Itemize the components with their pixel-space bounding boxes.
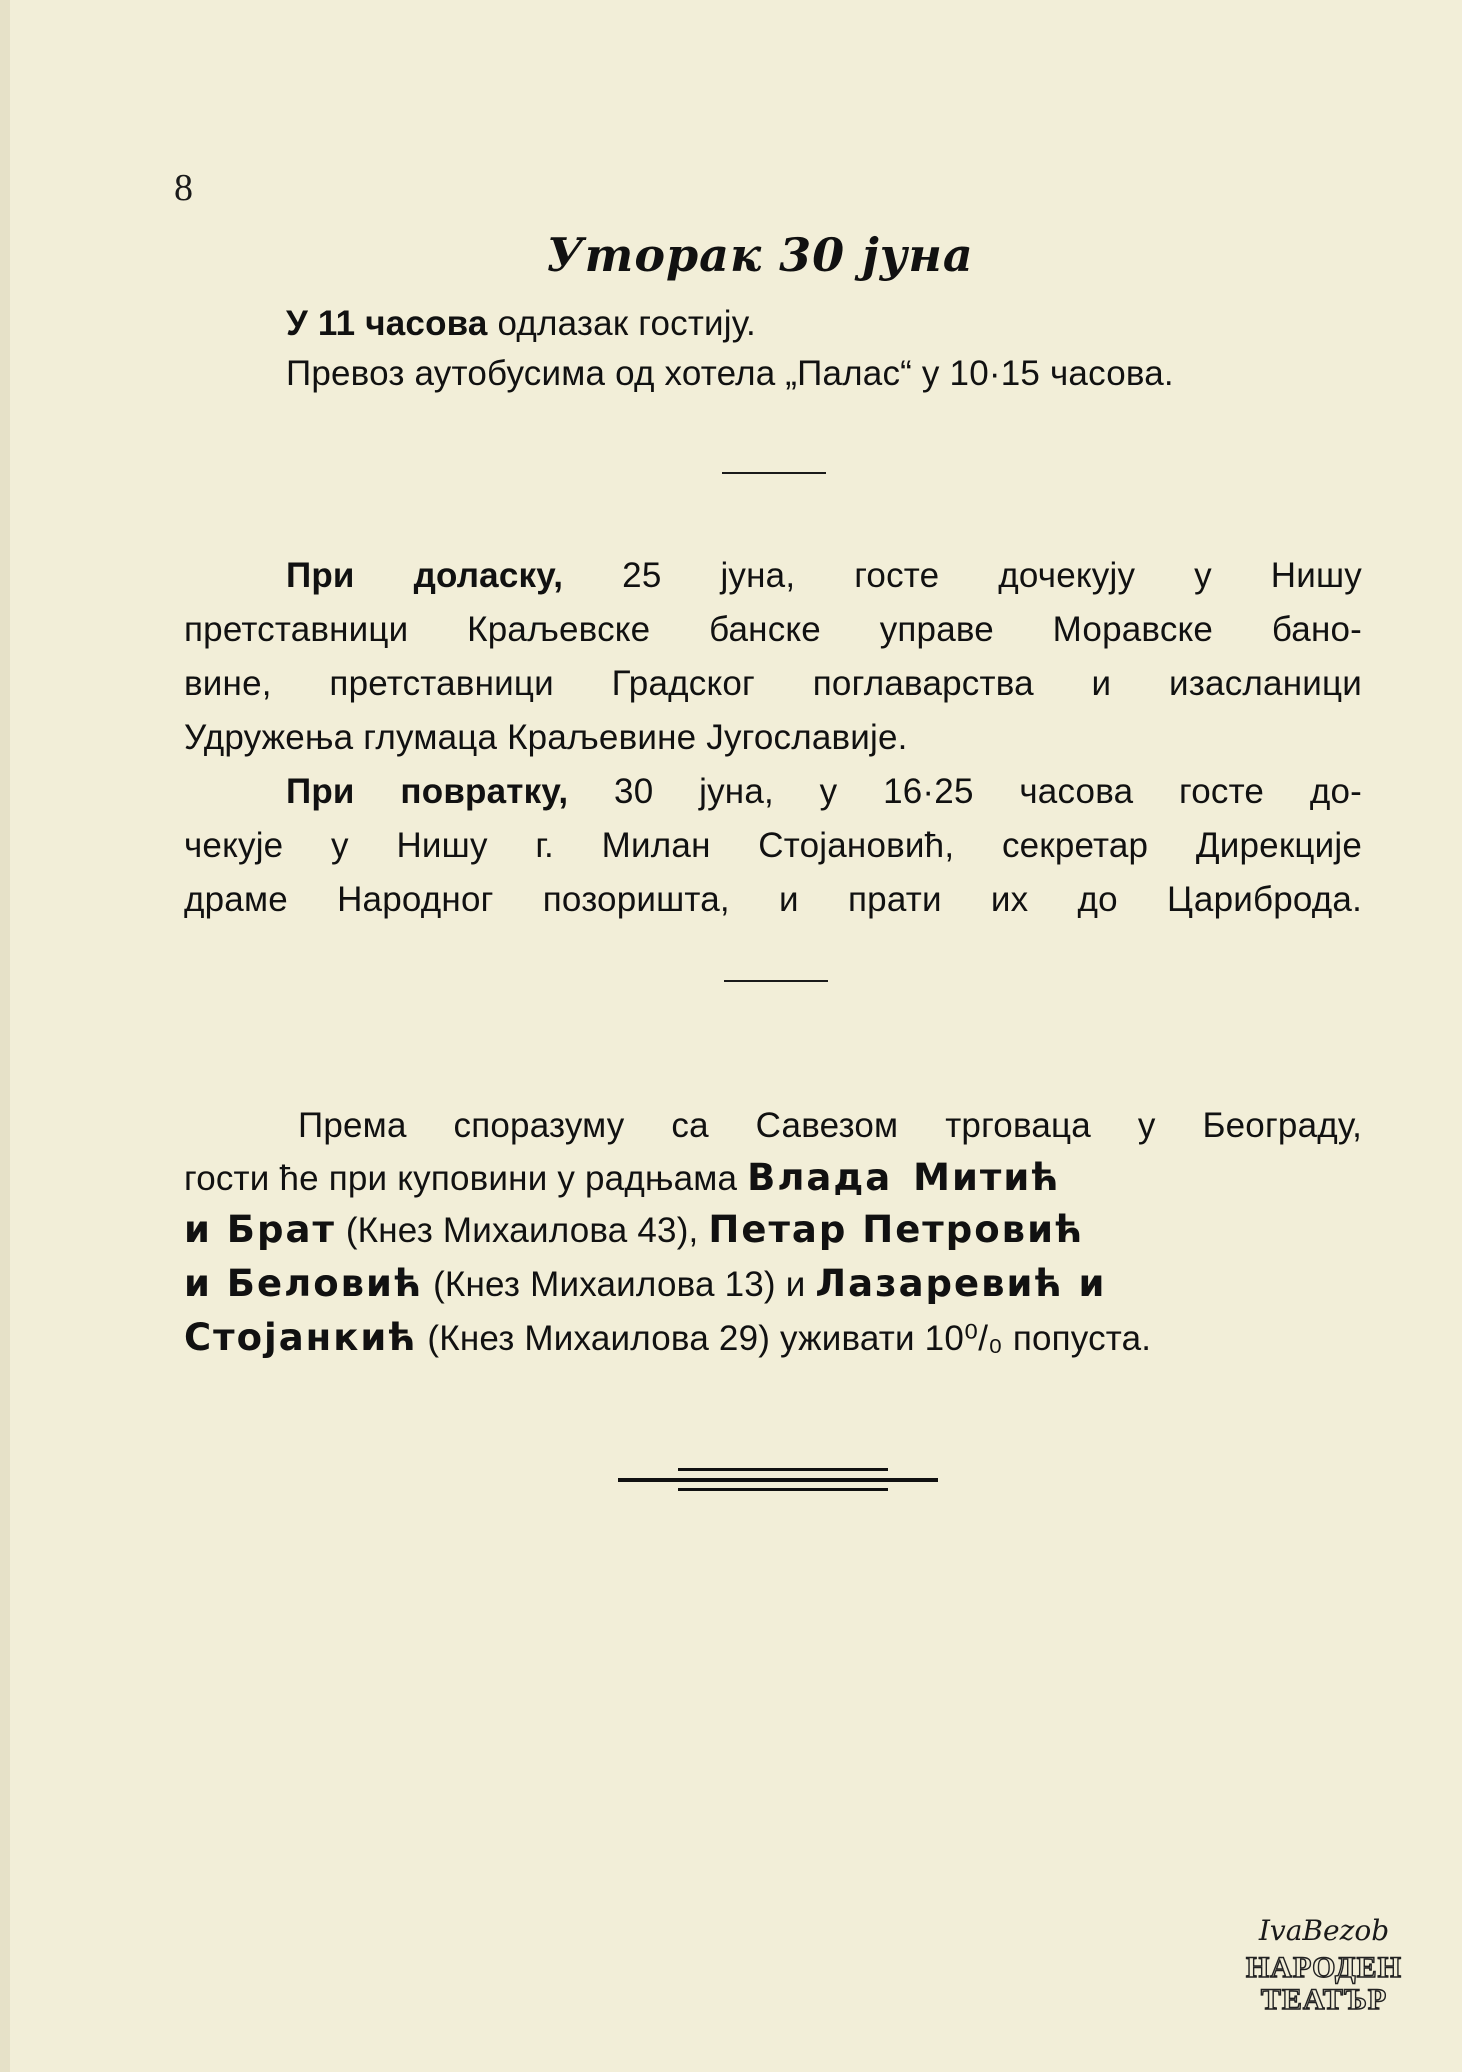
stamp-signature: IvaBezob [1258,1914,1390,1947]
shop-address: (Кнез Михаилова 43), [335,1211,709,1250]
return-line-2: чекује у Нишу г. Милан Стојановић, секретар Дирекције [184,826,1362,865]
discount-line-2: гости ће при куповини у радњама Влада Митић [184,1156,1061,1199]
stamp-line-1: НАРОДЕН [1246,1951,1402,1984]
discount-line-5 [184,1316,1151,1361]
arrival-line-1: При доласку, 25 јуна, госте дочекују у Нишу [286,556,1362,595]
return-label: При повратку, [286,772,569,811]
departure-text: одлазак гостију. [487,304,756,343]
arrival-label: При доласку, [286,556,564,595]
return-line-3: драме Народног позоришта, и прати их до Цариброда. [184,880,1362,919]
shop-name: Стојанкић [184,1316,418,1359]
stamp-line-2: ТЕАТЪР [1260,1983,1388,2016]
shop-name: Влада Митић [747,1156,1061,1199]
discount-line-4 [184,1262,1106,1307]
library-stamp [1238,1914,1410,2024]
discount-line-1: Према споразуму са Савезом трговаца у Београду, [298,1106,1362,1145]
shop-name: и Беловић [184,1262,424,1305]
arrival-line-2: претставници Краљевске банске управе Моравске бано- [184,610,1362,649]
shop-name: Лазаревић и [815,1262,1107,1305]
transport-line: Превоз аутобусима од хотела „Палас“ у 10·15 часова. [286,354,1174,393]
departure-line [286,302,756,346]
page-number: 8 [174,167,193,209]
section-divider [724,980,828,982]
section-divider [722,472,826,474]
shop-name: и Брат [184,1208,336,1251]
page-edge [0,0,10,2072]
discount-line-3 [184,1208,1084,1253]
departure-time: У 11 часова [286,304,488,343]
closing-ornament-rule [618,1466,938,1492]
shop-address: (Кнез Михаилова 29) уживати 10⁰/₀ попуста. [417,1319,1152,1358]
shop-address: (Кнез Михаилова 13) и [423,1265,816,1304]
return-line-1: При повратку, 30 јуна, у 16·25 часова госте до- [286,772,1362,811]
shop-name: Петар Петровић [708,1208,1085,1251]
day-heading: Уторак 30 јуна [546,228,974,282]
arrival-line-3: вине, претставници Градског поглаварства и изасланици [184,664,1362,703]
arrival-line-4: Удружења глумаца Краљевине Југославије. [184,718,908,757]
